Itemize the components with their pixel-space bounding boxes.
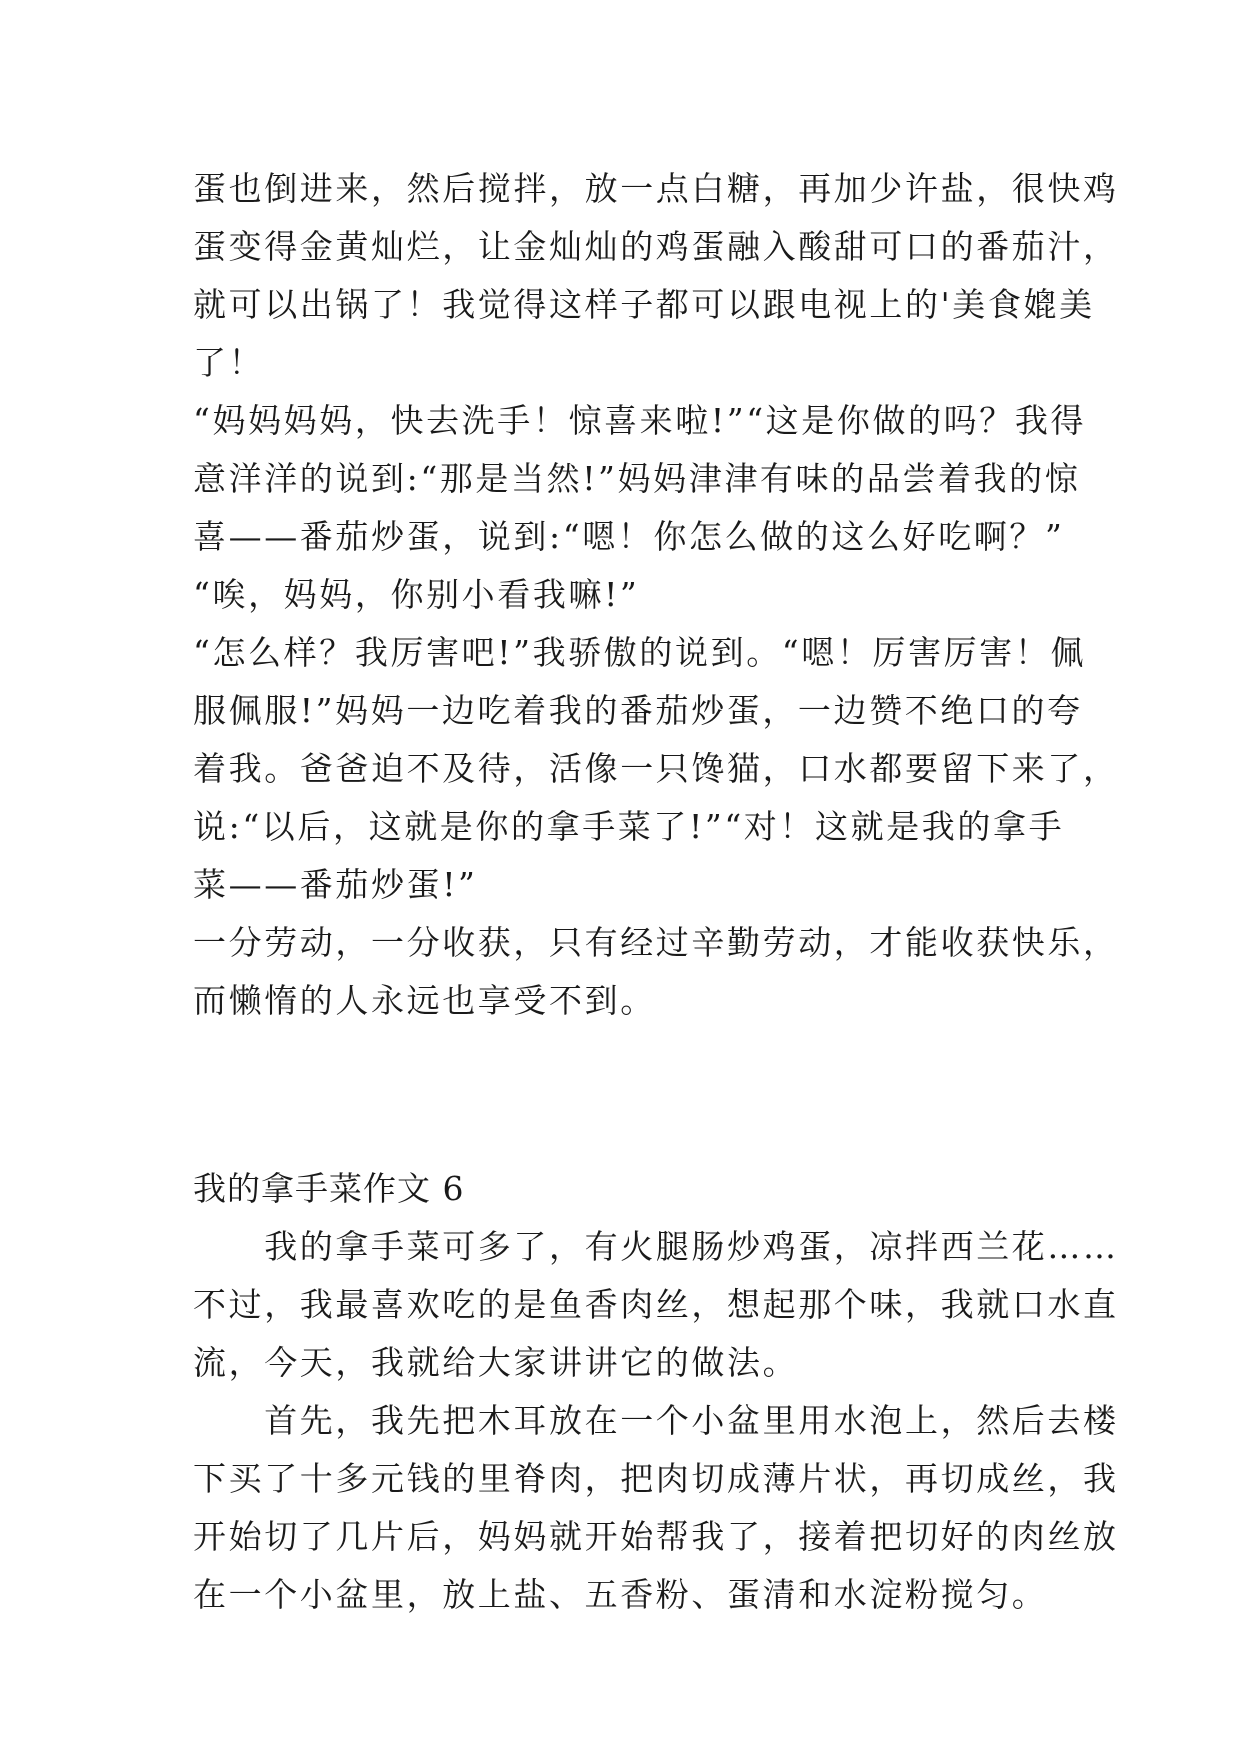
section-title: 我的拿手菜作文 6 — [193, 1169, 465, 1208]
text-line: 说:“以后，这就是你的拿手菜了!”“对！这就是我的拿手 — [193, 807, 1065, 846]
essay-5-ending — [193, 160, 1119, 1030]
section-spacer — [193, 1030, 1063, 1160]
text-line: “妈妈妈妈，快去洗手！惊喜来啦!”“这是你做的吗？我得 — [193, 401, 1087, 440]
text-line: 下买了十多元钱的里脊肉，把肉切成薄片状，再切成丝，我 — [193, 1459, 1119, 1498]
text-line: 意洋洋的说到:“那是当然!”妈妈津津有味的品尝着我的惊 — [193, 459, 1081, 498]
text-line: 开始切了几片后，妈妈就开始帮我了，接着把切好的肉丝放 — [193, 1517, 1119, 1556]
text-line: “怎么样？我厉害吧!”我骄傲的说到。“嗯！厉害厉害！佩 — [193, 633, 1087, 672]
text-line: 服佩服!”妈妈一边吃着我的番茄炒蛋，一边赞不绝口的夸 — [193, 691, 1083, 730]
text-line: “唉，妈妈，你别小看我嘛!” — [193, 575, 640, 614]
text-line: 菜——番茄炒蛋!” — [193, 865, 478, 904]
text-line: 就可以出锅了！我觉得这样子都可以跟电视上的'美食媲美 — [193, 285, 1095, 324]
text-line: 我的拿手菜可多了，有火腿肠炒鸡蛋，凉拌西兰花…… — [193, 1227, 1119, 1266]
text-line: 一分劳动，一分收获，只有经过辛勤劳动，才能收获快乐， — [193, 923, 1119, 962]
essay-6 — [193, 1160, 1119, 1624]
text-line: 在一个小盆里，放上盐、五香粉、蛋清和水淀粉搅匀。 — [193, 1575, 1048, 1614]
text-line: 首先，我先把木耳放在一个小盆里用水泡上，然后去楼 — [193, 1401, 1119, 1440]
text-line: 了！ — [193, 343, 265, 382]
text-line: 蛋变得金黄灿烂，让金灿灿的鸡蛋融入酸甜可口的番茄汁， — [193, 227, 1119, 266]
document-body — [193, 160, 1119, 1624]
text-line: 着我。爸爸迫不及待，活像一只馋猫，口水都要留下来了， — [193, 749, 1119, 788]
text-line: 不过，我最喜欢吃的是鱼香肉丝，想起那个味，我就口水直 — [193, 1285, 1119, 1324]
text-line: 蛋也倒进来，然后搅拌，放一点白糖，再加少许盐，很快鸡 — [193, 169, 1119, 208]
text-line: 流，今天，我就给大家讲讲它的做法。 — [193, 1343, 799, 1382]
text-line: 喜——番茄炒蛋，说到:“嗯！你怎么做的这么好吃啊？” — [193, 517, 1065, 556]
text-line: 而懒惰的人永远也享受不到。 — [193, 981, 656, 1020]
